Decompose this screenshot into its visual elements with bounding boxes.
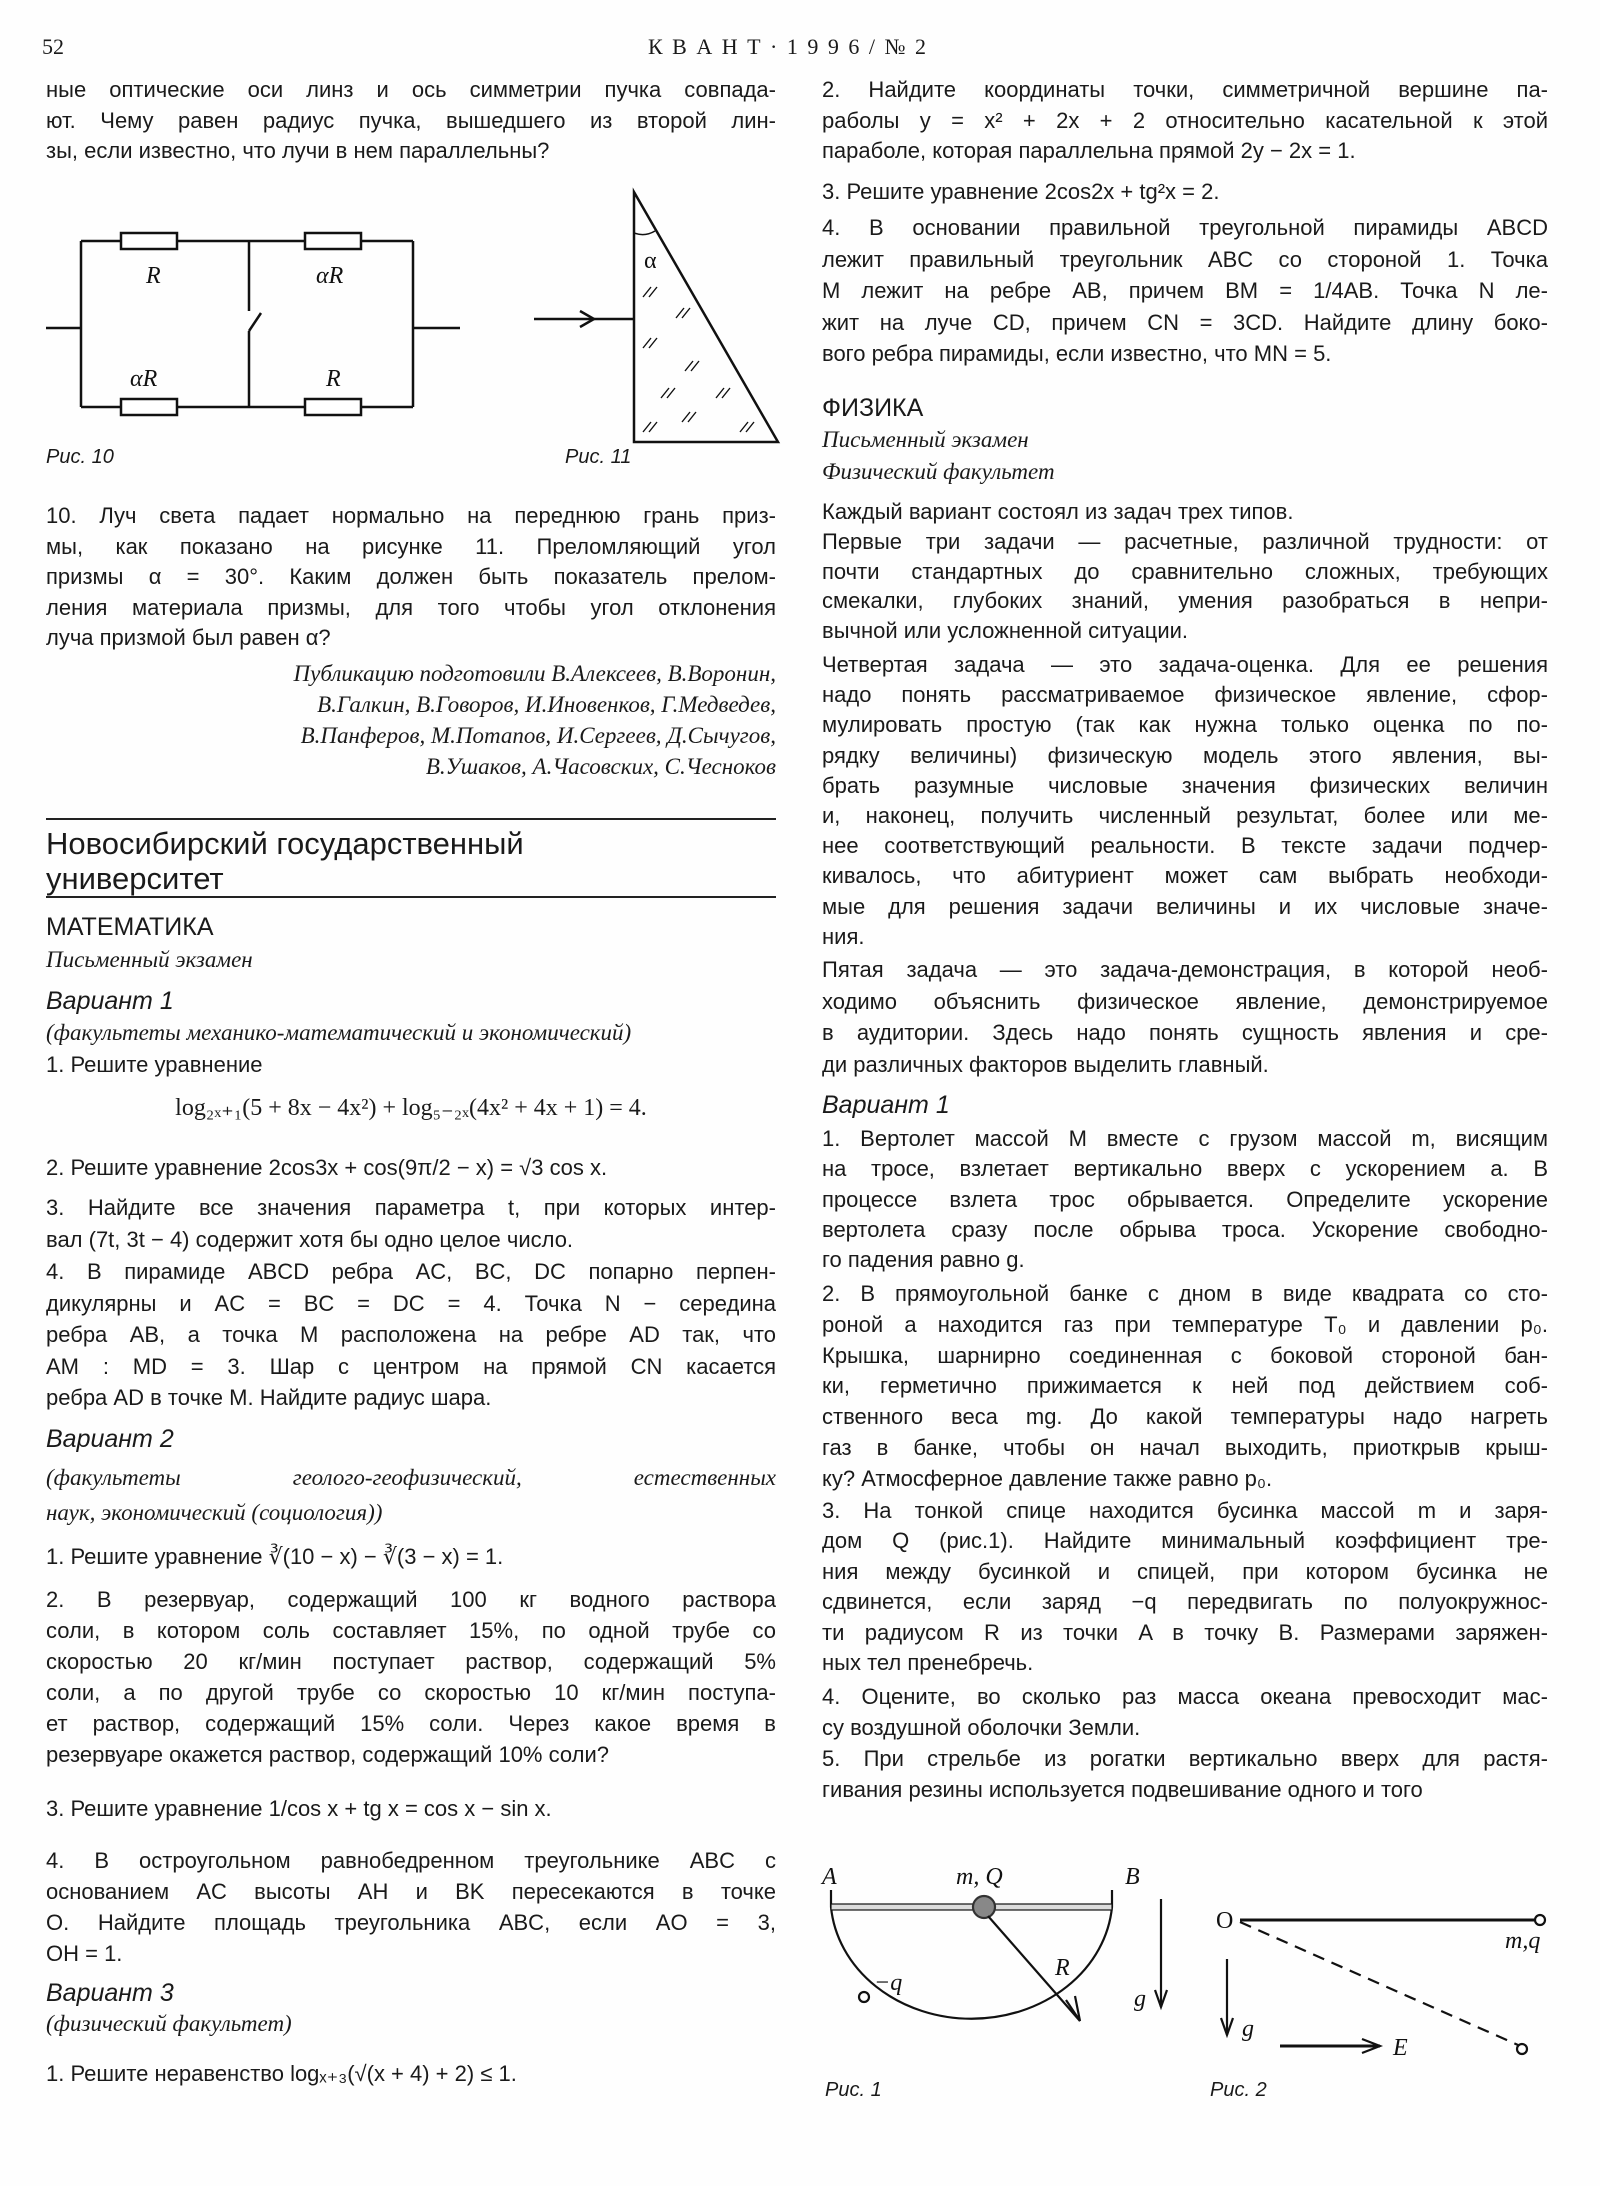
math-section-title xyxy=(46,912,776,943)
text-line: зы, если известно, что лучи в нем параллельны? xyxy=(46,138,550,163)
physics-faculty xyxy=(822,457,1548,488)
text-line: скоростью 20 кг/мин поступает раствор, содержащий 5% xyxy=(46,1649,776,1674)
text-line: ку? Атмосферное давление также равно p₀. xyxy=(822,1465,1273,1491)
text-line: Каждый вариант состоял из задач трех типов. xyxy=(822,499,1294,524)
text-line: 3. Решите уравнение 1/cos x + tg x = cos x − sin x. xyxy=(46,1796,552,1821)
text-line: Письменный экзамен xyxy=(46,947,253,972)
math-problem-4 xyxy=(822,212,1548,370)
text-line: Вариант 2 xyxy=(46,1425,174,1453)
text-line: вал (7t, 3t − 4) содержит хотя бы одно целое число. xyxy=(46,1227,574,1252)
text-line: OH = 1. xyxy=(46,1941,123,1966)
text-line: ребра AD в точке M. Найдите радиус шара. xyxy=(46,1385,492,1410)
text-line: Письменный экзамен xyxy=(822,427,1029,452)
credits xyxy=(46,658,776,782)
text-line: 4. Оцените, во сколько раз масса океана превосходит мас- xyxy=(822,1684,1548,1709)
physics-fifth xyxy=(822,954,1548,1080)
physics-problem-3 xyxy=(822,1496,1548,1678)
text-line: Крышка, шарнирно соединенная с боковой стороной бан- xyxy=(822,1342,1548,1368)
text-line: почти стандартных до сравнительно сложных, требующих xyxy=(822,558,1548,584)
text-line: 1. Решите уравнение ∛(10 − x) − ∛(3 − x) = 1. xyxy=(46,1544,504,1569)
math-v1-problem-2 xyxy=(46,1153,776,1184)
text-line: ти радиусом R из точки A в точку B. Размерами заряжен- xyxy=(822,1619,1548,1645)
text-line: 3. На тонкой спице находится бусинка массой m и заря- xyxy=(822,1498,1548,1523)
text-line: ки, герметично прижимается к ней под действием соб- xyxy=(822,1373,1548,1399)
math-v2-problem-4 xyxy=(46,1845,776,1969)
figure-1-bead xyxy=(831,1890,1167,2021)
text-line: Вариант 3 xyxy=(46,1979,174,2007)
gravity-label: g xyxy=(1134,1986,1146,2012)
variant-2-faculties xyxy=(46,1460,776,1530)
field-label: E xyxy=(1393,2035,1408,2061)
text-line: ных тел пренебречь. xyxy=(822,1650,1034,1676)
text-line: и, наконец, получить численный результат, более или ме- xyxy=(822,803,1548,829)
text-line: В.Панферов, М.Потапов, И.Сергеев, Д.Сычугов, xyxy=(300,723,776,748)
text-line: мулировать простую (так как нужна только оценка по по- xyxy=(822,712,1548,738)
math-v1-problem-1 xyxy=(46,1050,776,1081)
physics-problem-5 xyxy=(822,1744,1548,1805)
text-line: наук, экономический (социология)) xyxy=(46,1500,383,1525)
text-line: соли, а по другой трубе со скоростью 10 кг/мин поступа- xyxy=(46,1680,776,1705)
text-line: смекалки, глубоких знаний, умения разобраться в непри- xyxy=(822,588,1548,613)
text-line: Первые три задачи — расчетные, различной трудности: от xyxy=(822,529,1548,554)
text-line: дикулярны и AC = BC = DC = 4. Точка N − середина xyxy=(46,1290,776,1316)
text-line: резервуаре окажется раствор, содержащий 10% соли? xyxy=(46,1742,609,1767)
text-line: ления материала призмы, для того чтобы угол отклонения xyxy=(46,594,776,620)
text-line: В.Ушаков, А.Часовских, С.Чесноков xyxy=(425,754,776,779)
variant-1-faculties xyxy=(46,1018,776,1049)
text-line: вого ребра пирамиды, если известно, что MN = 5. xyxy=(822,341,1332,366)
text-line: 3. Решите уравнение 2cos2x + tg²x = 2. xyxy=(822,179,1220,204)
figure-10-caption: Рис. 10 xyxy=(46,446,114,468)
resistor-label: αR xyxy=(316,263,344,289)
text-line: Пятая задача — это задача-демонстрация, в которой необ- xyxy=(822,957,1548,982)
text-line: роной a находится газ при температуре T₀ и давлении p₀. xyxy=(822,1311,1548,1337)
exam-type xyxy=(46,945,776,976)
math-v2-problem-3 xyxy=(46,1794,776,1825)
exam-type xyxy=(822,425,1548,456)
text-line: ФИЗИКА xyxy=(822,394,924,422)
text-line: 2. Найдите координаты точки, симметричной вершине па- xyxy=(822,77,1548,102)
text-line: O. Найдите площадь треугольника ABC, если AO = 3, xyxy=(46,1910,776,1935)
figure-11-caption: Рис. 11 xyxy=(565,446,632,468)
physics-fourth xyxy=(822,650,1548,952)
math-v2-problem-1 xyxy=(46,1542,776,1573)
journal-header: К В А Н Т · 1 9 9 6 / № 2 xyxy=(648,34,928,59)
text-line: AM : MD = 3. Шар с центром на прямой CN касается xyxy=(46,1353,776,1379)
text-line: В.Галкин, В.Говоров, И.Иновенков, Г.Медведев, xyxy=(317,692,776,717)
text-line: го падения равно g. xyxy=(822,1247,1025,1273)
text-line: МАТЕМАТИКА xyxy=(46,913,214,941)
text-line: вертолета сразу после обрыва троса. Ускорение свободно- xyxy=(822,1216,1548,1242)
angle-alpha-label: α xyxy=(644,248,657,274)
text-line: (физический факультет) xyxy=(46,2011,292,2036)
text-line: университет xyxy=(46,861,224,896)
divider xyxy=(46,896,776,898)
radius-label: R xyxy=(1055,1955,1070,1981)
variant-3-faculties xyxy=(46,2009,776,2040)
text-line: соли, в котором соль составляет 15%, по одной трубе со xyxy=(46,1618,776,1643)
math-v1-problem-3 xyxy=(46,1192,776,1256)
text-line: Новосибирский государственный xyxy=(46,826,524,861)
problem-10 xyxy=(46,501,776,654)
text-line: ребра AB, а точка M расположена на ребре AD так, что xyxy=(46,1322,776,1347)
text-line: мые для решения задачи величины и их числовые значе- xyxy=(822,893,1548,919)
text-line: log₂ₓ₊₁(5 + 8x − 4x²) + log₅₋₂ₓ(4x² + 4x + 1) = 4. xyxy=(175,1095,647,1121)
text-line: надо понять рассматриваемое физическое явление, сфор- xyxy=(822,682,1548,708)
text-line: су воздушной оболочки Земли. xyxy=(822,1714,1141,1740)
text-line: 5. При стрельбе из рогатки вертикально вверх для растя- xyxy=(822,1746,1548,1771)
physics-section-title xyxy=(822,393,1548,424)
text-line: раболы y = x² + 2x + 2 относительно касательной к этой xyxy=(822,107,1548,133)
text-line: Физический факультет xyxy=(822,459,1055,484)
math-v1-problem-4 xyxy=(46,1256,776,1414)
text-line: 4. В основании правильной треугольной пирамиды ABCD xyxy=(822,215,1548,240)
page-number: 52 xyxy=(42,34,64,59)
physics-first-three xyxy=(822,527,1548,645)
figure-2-pendulum xyxy=(1221,1915,1545,2054)
text-line: 3. Найдите все значения параметра t, при которых интер- xyxy=(46,1195,776,1220)
text-line: в аудитории. Здесь надо понять сущность явления и сре- xyxy=(822,1020,1548,1046)
ball-label: m,q xyxy=(1505,1928,1541,1954)
math-v1-formula xyxy=(46,1093,776,1124)
text-line: сдвинется, если заряд −q передвигать по полуокружнос- xyxy=(822,1589,1548,1615)
text-line: рядку величины) физическую модель этого явления, вы- xyxy=(822,742,1548,768)
text-line: брать разумные числовые значения физических величин xyxy=(822,772,1548,798)
variant-3-heading xyxy=(46,1978,776,2009)
text-line: ные оптические оси линз и ось симметрии пучка совпада- xyxy=(46,77,776,102)
text-line: (факультеты геолого-геофизический, естественных xyxy=(46,1465,776,1490)
text-line: ют. Чему равен радиус пучка, вышедшего из второй лин- xyxy=(46,107,776,133)
pivot-label: O xyxy=(1216,1908,1234,1934)
text-line: ходимо объяснить физическое явление, демонстрируемое xyxy=(822,988,1548,1014)
variant-1-heading xyxy=(46,986,776,1017)
text-line: ственного веса mg. До какой температуры надо нагреть xyxy=(822,1404,1548,1430)
text-line: Вариант 1 xyxy=(46,987,174,1015)
physics-intro xyxy=(822,497,1548,528)
text-line: ния между бусинкой и спицей, при котором бусинка не xyxy=(822,1558,1548,1584)
divider xyxy=(46,818,776,820)
physics-problem-1 xyxy=(822,1124,1548,1275)
text-line: мы, как показано на рисунке 11. Преломляющий угол xyxy=(46,533,776,559)
physics-problem-2 xyxy=(822,1279,1548,1495)
physics-problem-4 xyxy=(822,1682,1548,1743)
figure-11-prism xyxy=(534,192,778,442)
resistor-label: R xyxy=(146,263,161,289)
math-problem-3 xyxy=(822,177,1548,208)
figure-1-caption: Рис. 1 xyxy=(825,2079,882,2101)
math-v2-problem-2 xyxy=(46,1584,776,1770)
text-line: призмы α = 30°. Каким должен быть показатель прелом- xyxy=(46,564,776,589)
text-line: параболе, которая параллельна прямой 2y − 2x = 1. xyxy=(822,138,1356,163)
point-a-label: A xyxy=(822,1864,837,1890)
text-line: вычной или усложненной ситуации. xyxy=(822,617,1189,643)
physics-variant-1-heading xyxy=(822,1090,1548,1121)
text-line: 2. Решите уравнение 2cos3x + cos(9π/2 − x) = √3 cos x. xyxy=(46,1155,608,1180)
bead-label: m, Q xyxy=(956,1864,1003,1890)
text-line: кивалось, что абитуриент может сам выбрать необходи- xyxy=(822,863,1548,889)
text-line: гивания резины используется подвешивание одного и того xyxy=(822,1776,1423,1802)
text-line: 10. Луч света падает нормально на переднюю грань приз- xyxy=(46,503,776,528)
text-line: 4. В пирамиде ABCD ребра AC, BC, DC попарно перпен- xyxy=(46,1259,776,1284)
gravity-label: g xyxy=(1242,2016,1254,2042)
text-line: 2. В резервуар, содержащий 100 кг водного раствора xyxy=(46,1587,776,1612)
university-heading xyxy=(46,826,776,896)
text-line: (факультеты механико-математический и экономический) xyxy=(46,1020,632,1045)
text-line: процессе взлета трос обрывается. Определите ускорение xyxy=(822,1186,1548,1212)
figure-10-circuit xyxy=(0,0,800,480)
charge-label: −q xyxy=(874,1970,903,1996)
text-line: Публикацию подготовили В.Алексеев, В.Воронин, xyxy=(293,661,776,686)
text-line: основанием AC высоты AH и BK пересекаются в точке xyxy=(46,1879,776,1904)
figure-2-caption: Рис. 2 xyxy=(1210,2079,1267,2101)
text-line: Вариант 1 xyxy=(822,1091,950,1119)
variant-2-heading xyxy=(46,1424,776,1455)
text-line: на тросе, взлетает вертикально вверх с ускорением a. В xyxy=(822,1156,1548,1182)
text-line: жит на луче CD, причем CN = 3CD. Найдите длину боко- xyxy=(822,309,1548,335)
text-line: луча призмой был равен α? xyxy=(46,625,331,650)
text-line: 2. В прямоугольной банке с дном в виде квадрата со сто- xyxy=(822,1281,1548,1306)
text-line: лежит правильный треугольник ABC со стороной 1. Точка xyxy=(822,246,1548,272)
text-line: Четвертая задача — это задача-оценка. Для ее решения xyxy=(822,652,1548,677)
text-line: ди различных факторов выделить главный. xyxy=(822,1051,1269,1077)
text-line: ет раствор, содержащий 15% соли. Через какое время в xyxy=(46,1711,776,1736)
resistor-label: R xyxy=(326,366,341,392)
text-line: 1. Решите неравенство logₓ₊₃(√(x + 4) + 2) ≤ 1. xyxy=(46,2061,517,2086)
math-v3-problem-1 xyxy=(46,2059,776,2090)
text-line: газ в банке, чтобы он начал выходить, приоткрыв крыш- xyxy=(822,1434,1548,1460)
text-line: M лежит на ребре AB, причем BM = 1/4AB. Точка N ле- xyxy=(822,278,1548,303)
text-line: нее соответствующий реальности. В тексте задачи подчер- xyxy=(822,833,1548,859)
point-b-label: B xyxy=(1125,1864,1140,1890)
text-line: 4. В остроугольном равнобедренном треугольнике ABC с xyxy=(46,1848,776,1873)
text-line: 1. Решите уравнение xyxy=(46,1052,263,1077)
math-problem-2 xyxy=(822,75,1548,167)
resistor-label: αR xyxy=(130,366,158,392)
text-line: дом Q (рис.1). Найдите минимальный коэффициент тре- xyxy=(822,1528,1548,1554)
text-line: 1. Вертолет массой M вместе с грузом массой m, висящим xyxy=(822,1126,1548,1151)
text-line: ния. xyxy=(822,923,865,949)
